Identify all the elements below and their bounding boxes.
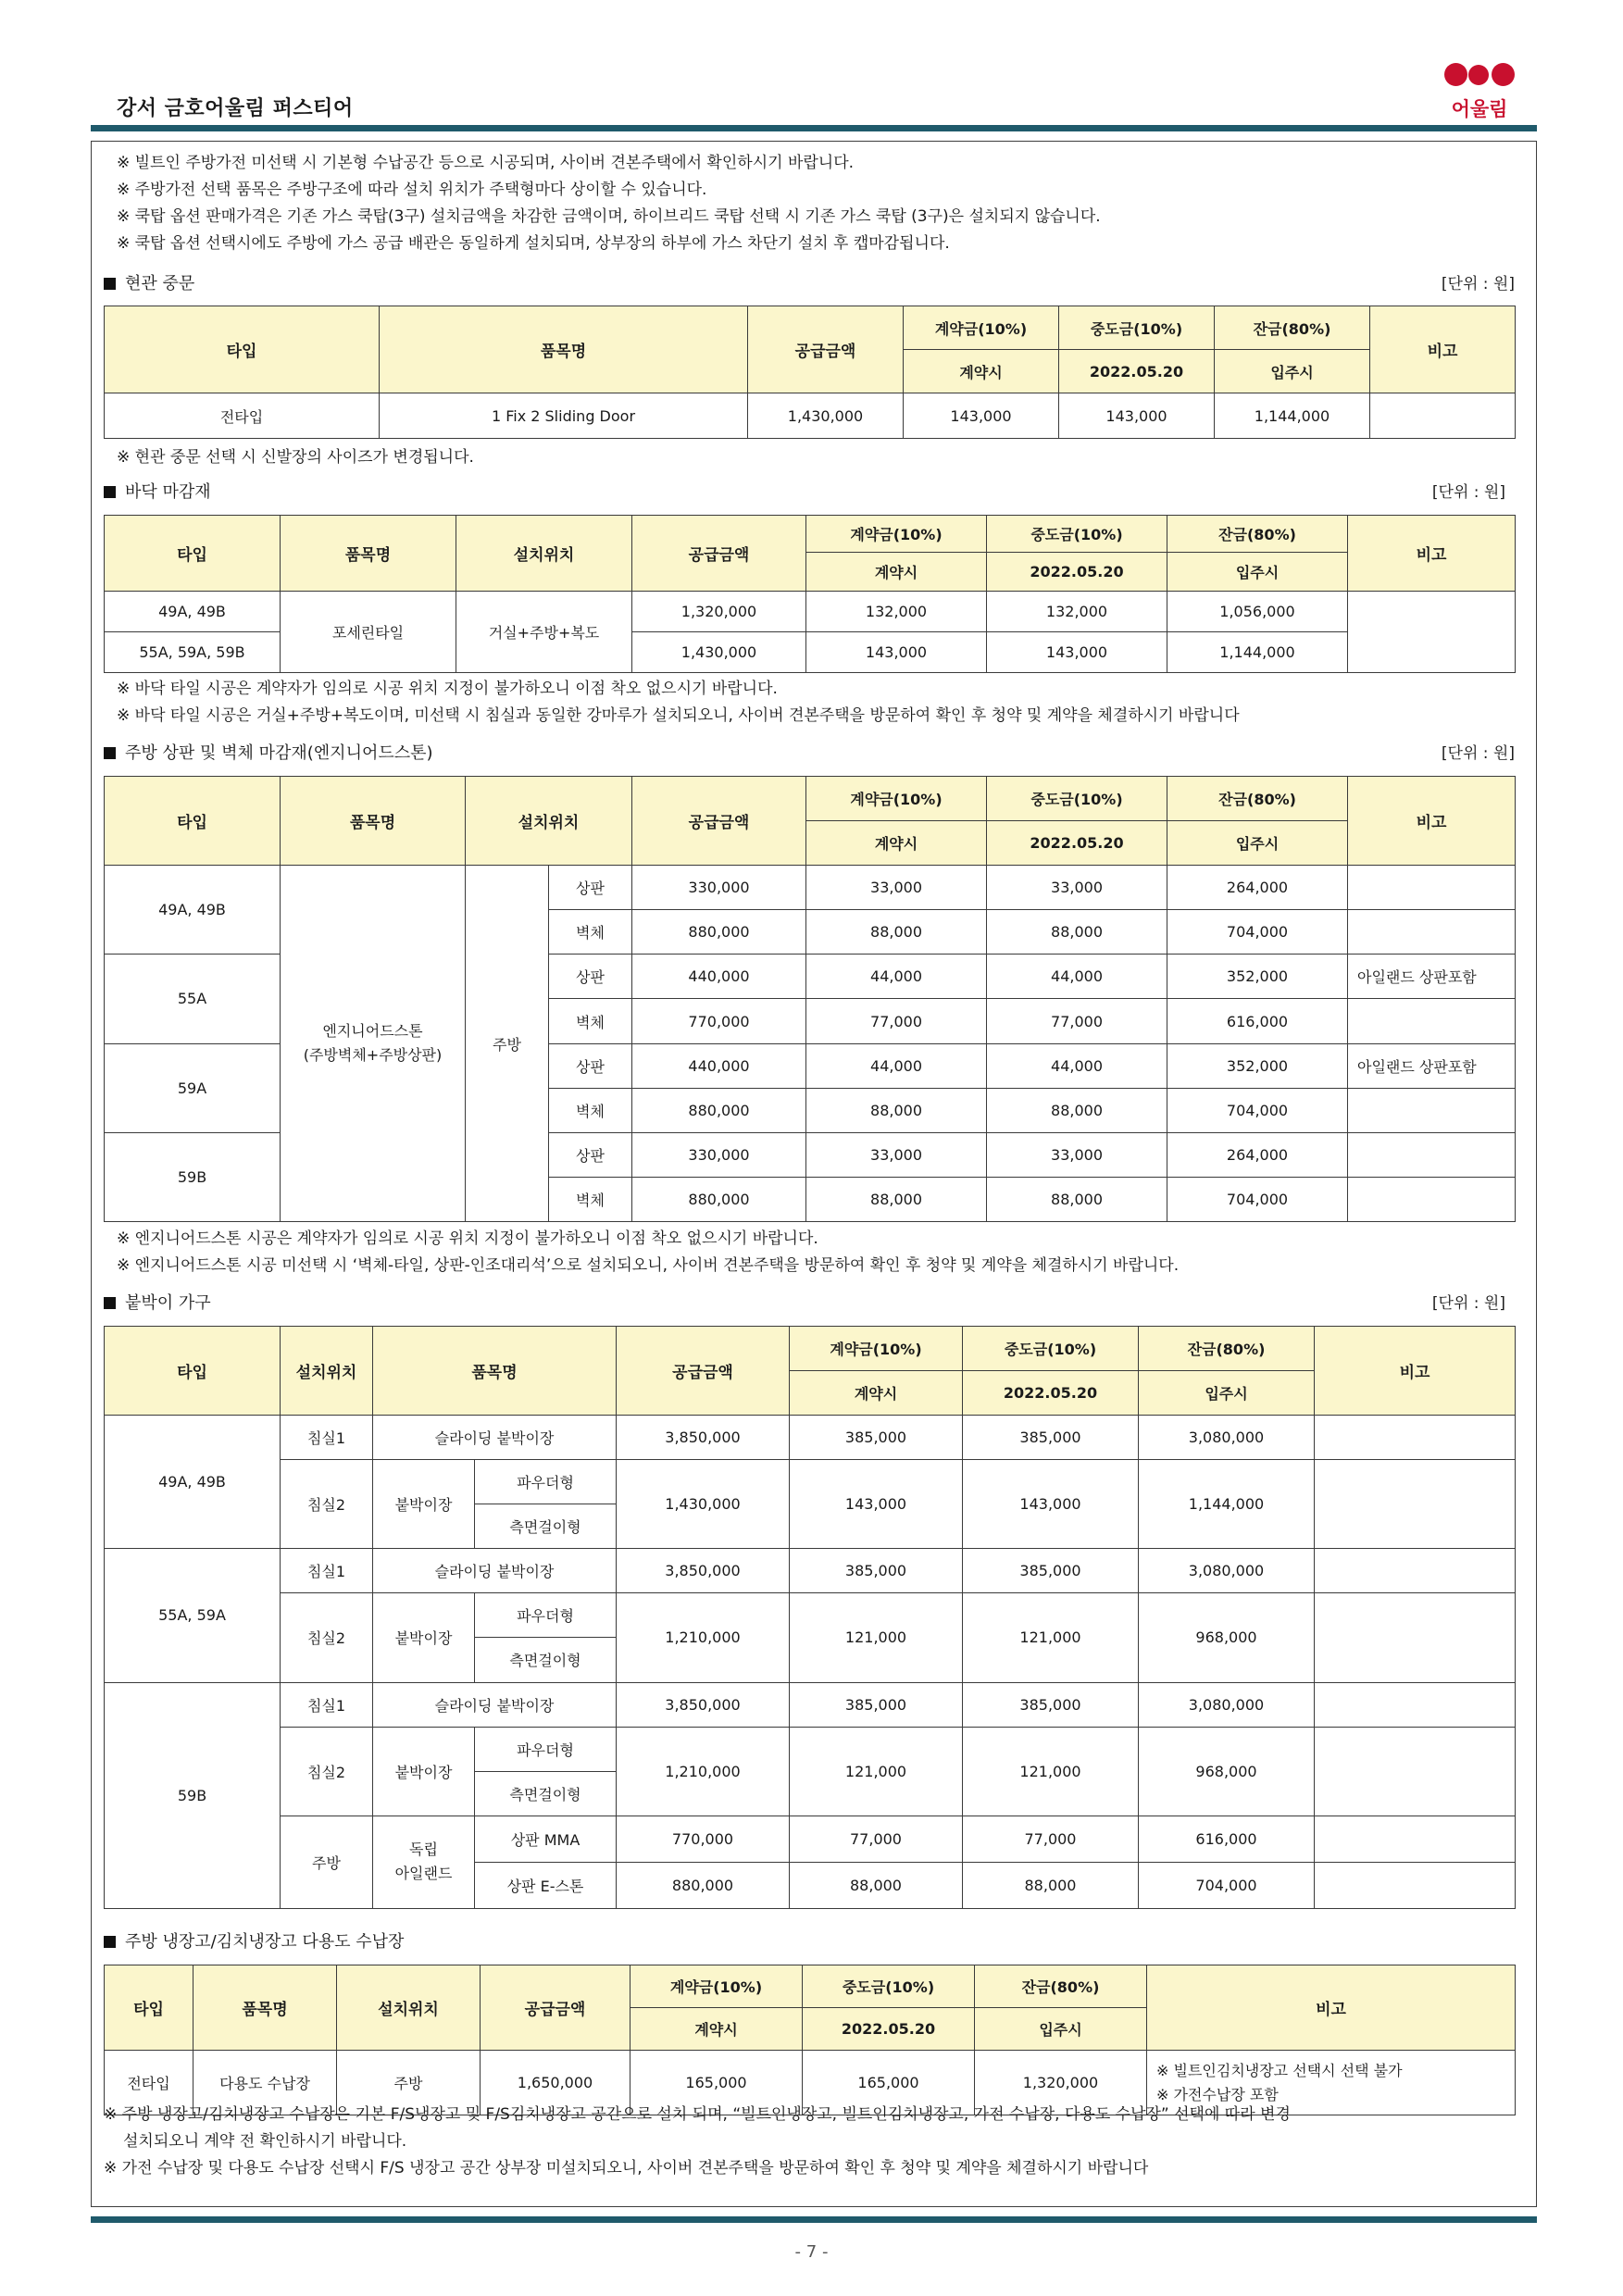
cell-balance: 704,000 <box>1167 1177 1348 1221</box>
cell-middle: 33,000 <box>987 866 1167 910</box>
table-kitchen-stone <box>104 776 1516 1222</box>
section-title-text: 주방 상판 및 벽체 마감재(엔지니어드스톤) <box>125 743 433 763</box>
cell-location: 침실2 <box>281 1727 373 1816</box>
section-title-floor <box>104 480 211 505</box>
note: 설치되오니 계약 전 확인하시기 바랍니다. <box>123 2132 407 2151</box>
page-title: 강서 금호어울림 퍼스티어 <box>117 97 354 120</box>
cell-remark <box>1315 1593 1516 1682</box>
square-bullet-icon <box>104 747 116 759</box>
cell-subitem: 파우더형 <box>475 1460 617 1504</box>
cell-balance: 1,320,000 <box>975 2051 1147 2115</box>
header-type: 타입 <box>105 777 281 866</box>
cell-part: 벽체 <box>549 999 632 1043</box>
section-title-built-in-furniture <box>104 1291 211 1316</box>
header-supply: 공급금액 <box>632 777 806 866</box>
cell-balance: 1,144,000 <box>1167 632 1348 673</box>
cell-remark <box>1348 592 1516 673</box>
cell-part: 벽체 <box>549 1177 632 1221</box>
cell-item <box>281 866 466 1222</box>
item-line: 엔지니어드스톤 <box>322 1022 423 1041</box>
cell-part: 상판 <box>549 1043 632 1088</box>
cell-subitem: 상판 E-스톤 <box>475 1862 617 1908</box>
cell-remark <box>1370 393 1516 439</box>
cell-middle: 385,000 <box>963 1416 1139 1460</box>
cell-contract: 385,000 <box>790 1549 963 1593</box>
table-row <box>105 1727 1516 1771</box>
header-supply: 공급금액 <box>748 306 904 393</box>
header-type: 타입 <box>105 306 380 393</box>
note: ※ 엔지니어드스톤 시공 미선택 시 ‘벽체-타일, 상판-인조대리석’으로 설치되오니, 사이버 견본주택을 방문하여 확인 후 청약 및 계약을 체결하시기 바랍니다. <box>117 1256 1180 1275</box>
cell-subitem: 상판 MMA <box>475 1816 617 1862</box>
cell-item: 슬라이딩 붙박이장 <box>373 1682 617 1727</box>
cell-balance: 264,000 <box>1167 1132 1348 1177</box>
cell-subitem: 파우더형 <box>475 1727 617 1771</box>
cell-contract: 385,000 <box>790 1682 963 1727</box>
cell-balance: 1,144,000 <box>1215 393 1370 439</box>
table-row <box>105 1416 1516 1460</box>
table-row <box>105 1549 1516 1593</box>
header-balance: 잔금(80%) <box>1215 306 1370 350</box>
header-remark: 비고 <box>1348 516 1516 592</box>
cell-location: 주방 <box>337 2051 481 2115</box>
cell-supply: 3,850,000 <box>617 1416 790 1460</box>
cell-type: 49A, 49B <box>105 866 281 955</box>
logo-dot-icon <box>1468 65 1489 85</box>
cell-contract: 88,000 <box>806 1088 987 1132</box>
remark-line: ※ 가전수납장 포함 <box>1156 2085 1279 2103</box>
cell-remark <box>1348 866 1516 910</box>
cell-location: 침실2 <box>281 1460 373 1549</box>
remark-line: ※ 빌트인김치냉장고 선택시 선택 불가 <box>1156 2061 1403 2079</box>
note: ※ 가전 수납장 및 다용도 수납장 선택시 F/S 냉장고 공간 상부장 미설치되오니, 사이버 견본주택을 방문하여 확인 후 청약 및 계약을 체결하시기 바랍니다 <box>104 2159 1149 2177</box>
header-contract: 계약금(10%) <box>806 777 987 821</box>
cell-supply: 770,000 <box>617 1816 790 1862</box>
cell-location: 침실1 <box>281 1682 373 1727</box>
unit-label: [단위 : 원] <box>1431 483 1505 502</box>
cell-location: 침실1 <box>281 1416 373 1460</box>
cell-type: 49A, 49B <box>105 592 281 632</box>
cell-supply: 3,850,000 <box>617 1682 790 1727</box>
cell-balance: 704,000 <box>1167 1088 1348 1132</box>
logo-dot-icon <box>1492 63 1515 86</box>
square-bullet-icon <box>104 1936 116 1948</box>
cell-type: 59A <box>105 1043 281 1132</box>
header-type: 타입 <box>105 1327 281 1416</box>
cell-contract: 88,000 <box>790 1862 963 1908</box>
cell-remark <box>1315 1862 1516 1908</box>
cell-balance: 3,080,000 <box>1139 1416 1315 1460</box>
header-balance-when: 입주시 <box>1215 350 1370 393</box>
header-middle: 중도금(10%) <box>987 516 1167 553</box>
cell-remark <box>1315 1682 1516 1727</box>
cell-remark: 아일랜드 상판포함 <box>1348 955 1516 999</box>
header-balance-when: 입주시 <box>1167 821 1348 866</box>
cell-type: 전타입 <box>105 393 380 439</box>
cell-balance: 352,000 <box>1167 1043 1348 1088</box>
header-middle-when: 2022.05.20 <box>987 821 1167 866</box>
header-remark: 비고 <box>1370 306 1516 393</box>
table-storage <box>104 1965 1516 2115</box>
section-title-text: 현관 중문 <box>125 274 195 293</box>
cell-balance: 616,000 <box>1139 1816 1315 1862</box>
cell-remark <box>1315 1460 1516 1549</box>
header-contract: 계약금(10%) <box>790 1327 963 1371</box>
cell-item: 붙박이장 <box>373 1593 475 1682</box>
note: ※ 빌트인 주방가전 미선택 시 기본형 수납공간 등으로 시공되며, 사이버 견본주택에서 확인하시기 바랍니다. <box>117 154 855 172</box>
header-middle-when: 2022.05.20 <box>987 553 1167 592</box>
item-line: (주방벽체+주방상판) <box>303 1046 443 1065</box>
header-middle: 중도금(10%) <box>1059 306 1215 350</box>
cell-contract: 121,000 <box>790 1727 963 1816</box>
header-middle-when: 2022.05.20 <box>963 1371 1139 1416</box>
header-remark: 비고 <box>1315 1327 1516 1416</box>
cell-type: 49A, 49B <box>105 1416 281 1549</box>
cell-supply: 440,000 <box>632 1043 806 1088</box>
cell-remark <box>1348 1177 1516 1221</box>
cell-type: 55A, 59A, 59B <box>105 632 281 673</box>
item-line: 아일랜드 <box>394 1865 453 1883</box>
cell-balance: 3,080,000 <box>1139 1549 1315 1593</box>
cell-location: 주방 <box>466 866 549 1222</box>
cell-middle: 121,000 <box>963 1727 1139 1816</box>
header-item: 품목명 <box>281 777 466 866</box>
cell-supply: 330,000 <box>632 866 806 910</box>
cell-remark <box>1315 1416 1516 1460</box>
cell-item: 슬라이딩 붙박이장 <box>373 1549 617 1593</box>
cell-contract: 143,000 <box>904 393 1059 439</box>
cell-balance: 352,000 <box>1167 955 1348 999</box>
cell-middle: 88,000 <box>987 910 1167 955</box>
cell-subitem: 측면걸이형 <box>475 1504 617 1549</box>
header-supply: 공급금액 <box>632 516 806 592</box>
cell-middle: 143,000 <box>1059 393 1215 439</box>
cell-type: 55A, 59A <box>105 1549 281 1682</box>
section-title-kitchen-stone <box>104 741 433 767</box>
cell-middle: 121,000 <box>963 1593 1139 1682</box>
cell-contract: 165,000 <box>630 2051 803 2115</box>
header-item: 품목명 <box>194 1965 337 2051</box>
logo-dot-icon <box>1444 63 1467 86</box>
header-location: 설치위치 <box>337 1965 481 2051</box>
cell-supply: 770,000 <box>632 999 806 1043</box>
cell-type: 전타입 <box>105 2051 194 2115</box>
note: ※ 엔지니어드스톤 시공은 계약자가 임의로 시공 위치 지정이 불가하오니 이점 착오 없으시기 바랍니다. <box>117 1229 818 1248</box>
cell-balance: 1,144,000 <box>1139 1460 1315 1549</box>
cell-contract: 143,000 <box>806 632 987 673</box>
header-contract: 계약금(10%) <box>904 306 1059 350</box>
cell-contract: 33,000 <box>806 866 987 910</box>
cell-item <box>373 1816 475 1908</box>
cell-supply: 880,000 <box>617 1862 790 1908</box>
table-row <box>105 1460 1516 1504</box>
cell-balance: 968,000 <box>1139 1727 1315 1816</box>
header-divider <box>91 125 1537 131</box>
header-item: 품목명 <box>373 1327 617 1416</box>
cell-supply: 1,430,000 <box>617 1460 790 1549</box>
cell-supply: 1,210,000 <box>617 1727 790 1816</box>
cell-remark <box>1315 1816 1516 1862</box>
cell-item: 붙박이장 <box>373 1460 475 1549</box>
cell-supply: 440,000 <box>632 955 806 999</box>
cell-middle: 385,000 <box>963 1549 1139 1593</box>
cell-middle: 77,000 <box>963 1816 1139 1862</box>
unit-label: [단위 : 원] <box>1441 744 1515 763</box>
cell-balance: 264,000 <box>1167 866 1348 910</box>
cell-contract: 88,000 <box>806 1177 987 1221</box>
cell-contract: 77,000 <box>790 1816 963 1862</box>
header-contract-when: 계약시 <box>904 350 1059 393</box>
section-title-entrance-door <box>104 271 194 297</box>
square-bullet-icon <box>104 278 116 290</box>
header-supply: 공급금액 <box>617 1327 790 1416</box>
header-location: 설치위치 <box>281 1327 373 1416</box>
cell-location: 주방 <box>281 1816 373 1908</box>
page-number: - 7 - <box>794 2242 829 2262</box>
cell-supply: 1,430,000 <box>748 393 904 439</box>
table-row <box>105 1816 1516 1862</box>
header-type: 타입 <box>105 516 281 592</box>
section-title-text: 주방 냉장고/김치냉장고 다용도 수납장 <box>125 1932 405 1952</box>
cell-contract: 385,000 <box>790 1416 963 1460</box>
header-middle-when: 2022.05.20 <box>803 2008 975 2051</box>
cell-supply: 1,650,000 <box>481 2051 630 2115</box>
header-contract: 계약금(10%) <box>630 1965 803 2008</box>
cell-supply: 1,430,000 <box>632 632 806 673</box>
cell-remark <box>1348 1132 1516 1177</box>
header-balance-when: 입주시 <box>1167 553 1348 592</box>
cell-supply: 330,000 <box>632 1132 806 1177</box>
header-contract-when: 계약시 <box>806 821 987 866</box>
note: ※ 쿡탑 옵션 판매가격은 기존 가스 쿡탑(3구) 설치금액을 차감한 금액이며, 하이브리드 쿡탑 선택 시 기존 가스 쿡탑 (3구)은 설치되지 않습니다. <box>117 207 1101 226</box>
unit-label: [단위 : 원] <box>1441 275 1515 293</box>
cell-subitem: 측면걸이형 <box>475 1638 617 1682</box>
cell-item: 붙박이장 <box>373 1727 475 1816</box>
table-row <box>105 592 1516 632</box>
note: ※ 주방가전 선택 품목은 주방구조에 따라 설치 위치가 주택형마다 상이할 수 있습니다. <box>117 181 707 199</box>
header-remark: 비고 <box>1348 777 1516 866</box>
header-middle: 중도금(10%) <box>803 1965 975 2008</box>
header-balance: 잔금(80%) <box>1139 1327 1315 1371</box>
header-contract-when: 계약시 <box>630 2008 803 2051</box>
header-remark: 비고 <box>1147 1965 1516 2051</box>
header-middle: 중도금(10%) <box>987 777 1167 821</box>
cell-middle: 165,000 <box>803 2051 975 2115</box>
cell-type: 59B <box>105 1682 281 1909</box>
cell-contract: 77,000 <box>806 999 987 1043</box>
square-bullet-icon <box>104 1297 116 1309</box>
note: ※ 바닥 타일 시공은 계약자가 임의로 시공 위치 지정이 불가하오니 이점 착오 없으시기 바랍니다. <box>117 680 778 698</box>
section-title-text: 붙박이 가구 <box>125 1293 211 1313</box>
header-item: 품목명 <box>380 306 748 393</box>
cell-item: 다용도 수납장 <box>194 2051 337 2115</box>
table-built-in-furniture <box>104 1326 1516 1909</box>
header-middle-when: 2022.05.20 <box>1059 350 1215 393</box>
header-contract: 계약금(10%) <box>806 516 987 553</box>
cell-supply: 1,320,000 <box>632 592 806 632</box>
header-balance: 잔금(80%) <box>975 1965 1147 2008</box>
cell-middle: 143,000 <box>987 632 1167 673</box>
header-contract-when: 계약시 <box>790 1371 963 1416</box>
cell-remark <box>1348 1088 1516 1132</box>
header-middle: 중도금(10%) <box>963 1327 1139 1371</box>
cell-part: 상판 <box>549 1132 632 1177</box>
cell-contract: 132,000 <box>806 592 987 632</box>
cell-balance: 3,080,000 <box>1139 1682 1315 1727</box>
cell-location: 침실2 <box>281 1593 373 1682</box>
cell-supply: 3,850,000 <box>617 1549 790 1593</box>
note: ※ 현관 중문 선택 시 신발장의 사이즈가 변경됩니다. <box>117 448 474 467</box>
cell-middle: 88,000 <box>987 1088 1167 1132</box>
cell-location: 거실+주방+복도 <box>456 592 632 673</box>
cell-contract: 33,000 <box>806 1132 987 1177</box>
square-bullet-icon <box>104 486 116 498</box>
cell-supply: 880,000 <box>632 910 806 955</box>
cell-supply: 1,210,000 <box>617 1593 790 1682</box>
header-item: 품목명 <box>281 516 456 592</box>
table-row <box>105 866 1516 910</box>
table-floor <box>104 515 1516 673</box>
cell-subitem: 파우더형 <box>475 1593 617 1638</box>
footer-divider <box>91 2216 1537 2223</box>
cell-contract: 121,000 <box>790 1593 963 1682</box>
section-title-storage <box>104 1929 404 1955</box>
header-balance: 잔금(80%) <box>1167 777 1348 821</box>
note: ※ 주방 냉장고/김치냉장고 수납장은 기본 F/S냉장고 및 F/S김치냉장고 공간으로 설치 되며, “빌트인냉장고, 빌트인김치냉장고, 가전 수납장, 다용도 수납장” 선택에 따라 변경 <box>104 2105 1291 2124</box>
cell-type: 59B <box>105 1132 281 1221</box>
unit-label: [단위 : 원] <box>1431 1294 1505 1313</box>
section-title-text: 바닥 마감재 <box>125 482 211 502</box>
cell-balance: 704,000 <box>1167 910 1348 955</box>
cell-remark <box>1315 1727 1516 1816</box>
cell-balance: 1,056,000 <box>1167 592 1348 632</box>
cell-middle: 385,000 <box>963 1682 1139 1727</box>
header-balance-when: 입주시 <box>1139 1371 1315 1416</box>
header-location: 설치위치 <box>466 777 632 866</box>
note: ※ 바닥 타일 시공은 거실+주방+복도이며, 미선택 시 침실과 동일한 강마루가 설치되오니, 사이버 견본주택을 방문하여 확인 후 청약 및 계약을 체결하시기 바랍니다 <box>117 706 1240 725</box>
header-supply: 공급금액 <box>481 1965 630 2051</box>
table-entrance-door <box>104 306 1516 439</box>
cell-remark: 아일랜드 상판포함 <box>1348 1043 1516 1088</box>
cell-balance: 704,000 <box>1139 1862 1315 1908</box>
cell-location: 침실1 <box>281 1549 373 1593</box>
cell-contract: 44,000 <box>806 1043 987 1088</box>
header-balance: 잔금(80%) <box>1167 516 1348 553</box>
cell-middle: 44,000 <box>987 1043 1167 1088</box>
table-row <box>105 1682 1516 1727</box>
cell-item: 포세린타일 <box>281 592 456 673</box>
cell-middle: 88,000 <box>987 1177 1167 1221</box>
brand-logo <box>1442 63 1517 128</box>
cell-middle: 88,000 <box>963 1862 1139 1908</box>
header-balance-when: 입주시 <box>975 2008 1147 2051</box>
cell-balance: 968,000 <box>1139 1593 1315 1682</box>
header-contract-when: 계약시 <box>806 553 987 592</box>
cell-remark <box>1315 1549 1516 1593</box>
logo-text: 어울림 <box>1451 98 1508 120</box>
cell-contract: 143,000 <box>790 1460 963 1549</box>
cell-supply: 880,000 <box>632 1177 806 1221</box>
cell-part: 벽체 <box>549 1088 632 1132</box>
cell-middle: 44,000 <box>987 955 1167 999</box>
cell-middle: 143,000 <box>963 1460 1139 1549</box>
cell-contract: 44,000 <box>806 955 987 999</box>
table-row <box>105 393 1516 439</box>
cell-remark <box>1348 910 1516 955</box>
cell-part: 벽체 <box>549 910 632 955</box>
cell-supply: 880,000 <box>632 1088 806 1132</box>
cell-remark <box>1348 999 1516 1043</box>
cell-middle: 33,000 <box>987 1132 1167 1177</box>
cell-contract: 88,000 <box>806 910 987 955</box>
cell-subitem: 측면걸이형 <box>475 1771 617 1816</box>
cell-type: 55A <box>105 955 281 1043</box>
cell-part: 상판 <box>549 955 632 999</box>
cell-balance: 616,000 <box>1167 999 1348 1043</box>
header-location: 설치위치 <box>456 516 632 592</box>
cell-part: 상판 <box>549 866 632 910</box>
cell-item: 슬라이딩 붙박이장 <box>373 1416 617 1460</box>
cell-middle: 77,000 <box>987 999 1167 1043</box>
table-row <box>105 1593 1516 1638</box>
note: ※ 쿡탑 옵션 선택시에도 주방에 가스 공급 배관은 동일하게 설치되며, 상부장의 하부에 가스 차단기 설치 후 캡마감됩니다. <box>117 234 950 253</box>
cell-item: 1 Fix 2 Sliding Door <box>380 393 748 439</box>
header-type: 타입 <box>105 1965 194 2051</box>
item-line: 독립 <box>409 1841 438 1859</box>
cell-middle: 132,000 <box>987 592 1167 632</box>
